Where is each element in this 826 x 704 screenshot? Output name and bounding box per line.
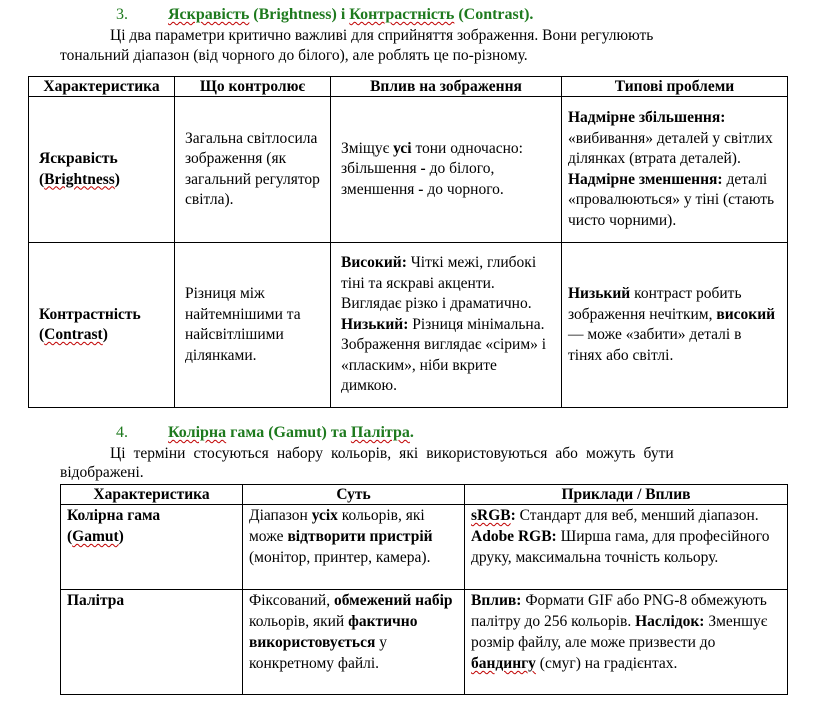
column-header: Характеристика <box>29 77 175 97</box>
column-header: Вплив на зображення <box>331 77 562 97</box>
heading-text: (Contrast). <box>454 6 534 23</box>
table-header-row <box>29 77 788 97</box>
section-number: 4. <box>116 424 128 441</box>
examples-cell <box>465 505 788 590</box>
essence-cell <box>243 505 465 590</box>
heading-word: Контрастність <box>349 6 455 23</box>
text-run-bold: бандингу <box>471 655 536 672</box>
text-run: у конкретному файлі. <box>249 634 387 672</box>
text-run-bold: - <box>420 160 426 178</box>
text-run: Фіксований, <box>249 592 334 609</box>
section-3-heading <box>116 6 533 24</box>
text-run: Чіткі межі, глибокі тіні та яскраві акценти. Виглядає різко і драматично. <box>341 254 537 313</box>
section-3-intro-line-1: Ці два параметри критично важливі для сприйняття зображення. Вони регулюють <box>110 27 654 44</box>
characteristic-name: Колірна гама <box>67 507 161 524</box>
text-run: кольорів, який <box>249 613 349 630</box>
text-run: «вибивання» деталей у світлих ділянках (втрата деталей). <box>568 129 773 167</box>
problems-cell <box>562 97 788 243</box>
text-run-bold: усі <box>393 139 412 157</box>
text-run: тони одночасно: збільшення <box>341 139 523 178</box>
table-row <box>29 243 788 408</box>
column-header: Характеристика <box>61 485 243 505</box>
section-number: 3. <box>116 6 128 23</box>
essence-cell <box>243 590 465 695</box>
table-header-row <box>61 485 788 505</box>
table-row <box>29 97 788 243</box>
heading-text: гама (Gamut) та <box>226 424 351 441</box>
text-run-bold: високий <box>716 305 776 323</box>
text-run: — може «забити» деталі в тінях або світлі. <box>568 326 742 364</box>
characteristic-cell <box>61 590 243 695</box>
text-run: до чорного. <box>423 180 504 198</box>
characteristic-name: Яскравість <box>39 150 118 167</box>
text-run: (смуг) на градієнтах. <box>535 655 678 672</box>
heading-text: (Brightness) і <box>249 6 350 23</box>
characteristic-cell: Колірна гама (Gamut) <box>61 505 243 590</box>
column-header: Приклади / Вплив <box>465 485 788 505</box>
controls-cell: Різниця між найтемнішими та найсвітлішими ділянками. <box>175 243 331 408</box>
text-run: контраст робить зображення нечітким, <box>568 285 742 323</box>
text-run-bold: Надмірне збільшення: <box>568 109 726 126</box>
section-4-intro-line-1: Ці терміни стосуються набору кольорів, які використовуються або можуть бути <box>110 445 674 462</box>
characteristic-cell: Яскравість (Brightness) <box>29 97 175 243</box>
heading-word: Яскравість <box>168 6 250 23</box>
text-run-bold: Adobe RGB: <box>471 528 557 545</box>
text-run-bold: Високий: <box>341 254 407 272</box>
section-4-intro-line-2: відображені. <box>60 464 144 481</box>
text-run: Стандарт для веб, менший діапазон. <box>515 507 759 524</box>
problems-cell <box>562 243 788 408</box>
text-run: кольорів, які може <box>249 507 425 545</box>
section-4-heading <box>116 424 414 442</box>
text-run: (монітор, принтер, камера). <box>249 549 431 566</box>
text-run-bold: Наслідок: <box>635 613 705 630</box>
characteristic-english: Gamut <box>72 528 119 545</box>
text-run: Формати GIF або PNG-8 обмежують палітру до 256 кольорів. <box>471 592 767 630</box>
text-run: Зменшує розмір файлу, але може призвести до <box>471 613 768 651</box>
effect-cell <box>331 243 562 408</box>
text-run-bold: фактично використовується <box>249 613 418 651</box>
gamut-palette-table <box>60 484 788 695</box>
heading-word: Колірна <box>168 424 227 441</box>
text-run: деталі «провалюються» у тіні (стають чисто чорними). <box>568 170 775 229</box>
text-run: Ширша гама, для професійного друку, максимальна точність кольору. <box>471 528 770 566</box>
controls-cell: Загальна світлосила зображення (як загальний регулятор світла). <box>175 97 331 243</box>
text-run-bold: Надмірне зменшення: <box>568 170 723 188</box>
characteristic-english: Brightness <box>44 170 115 188</box>
text-run-bold: обмежений набір <box>333 592 453 609</box>
text-run-bold: відтворити пристрій <box>287 528 433 545</box>
text-run-bold: Вплив: <box>471 592 522 609</box>
table-row <box>61 590 788 695</box>
characteristic-name: Контрастність <box>39 305 141 323</box>
examples-cell <box>465 590 788 695</box>
section-3-intro-line-2: тональний діапазон (від чорного до білого), але роблять це по-різному. <box>60 47 528 64</box>
text-run: Зміщує <box>341 139 394 157</box>
column-header: Суть <box>243 485 465 505</box>
effect-cell <box>331 97 562 243</box>
text-run-bold: Низький <box>568 285 631 302</box>
text-run: Різниця мінімальна. Зображення виглядає «сірим» і «пласким», ніби вкрите димкою. <box>341 315 547 395</box>
table-row <box>61 505 788 590</box>
heading-text: . <box>409 424 414 441</box>
characteristic-english: Contrast <box>44 326 103 343</box>
brightness-contrast-table <box>28 76 788 408</box>
text-run-bold: Низький: <box>341 315 409 333</box>
text-run-bold: sRGB <box>471 507 511 524</box>
column-header: Типові проблеми <box>562 77 788 97</box>
column-header: Що контролює <box>175 77 331 97</box>
text-run-bold: : <box>510 507 516 524</box>
text-run-bold: усіх <box>311 507 338 524</box>
text-run: Діапазон <box>249 507 312 524</box>
text-run: до білого, зменшення <box>341 160 495 198</box>
characteristic-cell: Контрастність (Contrast) <box>29 243 175 408</box>
characteristic-name: Палітра <box>67 592 125 609</box>
text-run-bold: - <box>418 180 424 198</box>
heading-word: Палітра <box>350 424 410 441</box>
